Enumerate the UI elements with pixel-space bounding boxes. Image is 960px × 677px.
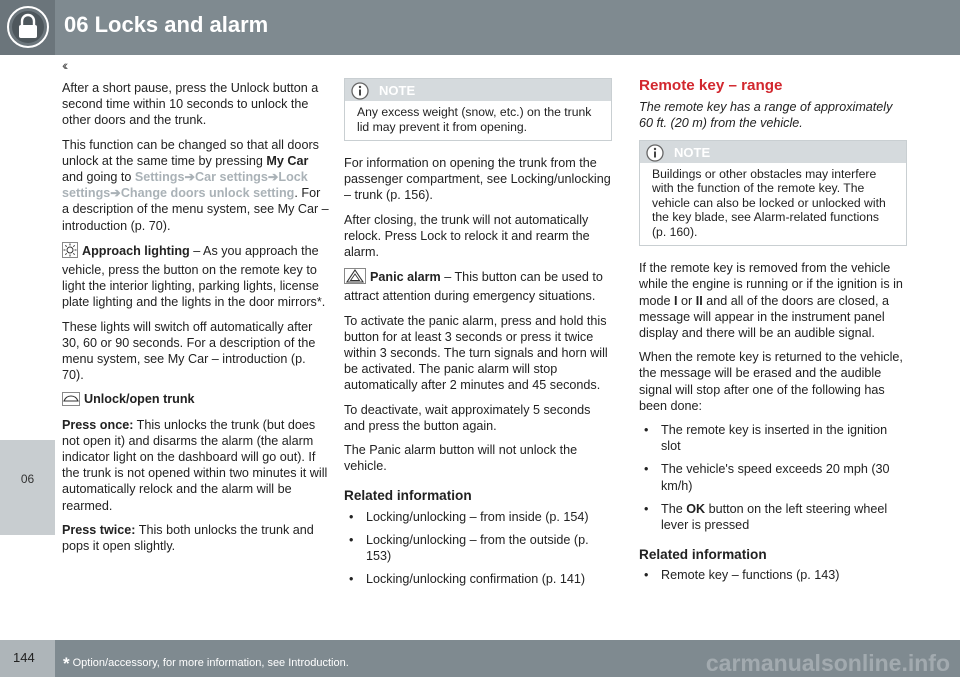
related-list: [639, 567, 907, 583]
mycar-label: My Car: [266, 153, 309, 168]
paragraph: This function can be changed so that all doors unlock at the same time by pressing My Car and going to Settings➔Car settings➔Lock settings➔Change doors unlock setting. For a description of the menu system, see My Car – introduction (p. 70).: [62, 137, 329, 233]
column-3: [639, 78, 907, 591]
menu-path: Settings➔Car settings➔Lock settings➔Change doors unlock setting: [62, 170, 308, 201]
related-list: [344, 509, 612, 588]
list-item: • The vehicle's speed exceeds 20 mph (30 km/h): [639, 461, 907, 493]
trunk-icon: [62, 392, 80, 410]
paragraph: For information on opening the trunk from the passenger compartment, see Locking/unlocking – trunk (p. 156).: [344, 156, 611, 203]
paragraph: These lights will switch off automatically after 30, 60 or 90 seconds. For a description of the menu system, see My Car – introduction (p. 70).: [62, 319, 316, 383]
footer-note: * Option/accessory, for more information, see Introduction.: [63, 654, 349, 673]
paragraph: The Panic alarm button will not unlock the vehicle.: [344, 443, 578, 474]
paragraph: Panic alarm – This button can be used to attract attention during emergency situations.: [344, 270, 603, 304]
lead-paragraph: The remote key has a range of approximately 60 ft. (20 m) from the vehicle.: [639, 100, 893, 131]
related-link[interactable]: • Locking/unlocking – from the outside (p. 153): [344, 532, 612, 564]
lightbulb-icon: [62, 242, 78, 262]
page-header: [0, 0, 960, 55]
paragraph: After a short pause, press the Unlock button a second time within 10 seconds to unlock the other doors and the trunk.: [62, 81, 319, 128]
column-1: [62, 80, 330, 562]
section-title: Remote key – range: [639, 77, 783, 94]
related-link[interactable]: • Locking/unlocking confirmation (p. 141): [344, 571, 612, 587]
note-header: [640, 141, 906, 163]
column-2: [344, 78, 612, 594]
note-label: NOTE: [674, 144, 711, 160]
info-icon: [646, 144, 664, 166]
lock-logo-icon: [0, 0, 55, 55]
related-heading: Related information: [639, 547, 767, 563]
sidebar: [0, 55, 55, 640]
paragraph: To deactivate, wait approximately 5 seconds and press the button again.: [344, 402, 591, 433]
note-box: [344, 78, 612, 141]
watermark: carmanualsonline.info: [705, 650, 950, 676]
paragraph: After closing, the trunk will not automatically relock. Press Lock to relock it and rearm the alarm.: [344, 212, 590, 260]
note-header: [345, 79, 611, 101]
back-link[interactable]: ‹‹: [62, 57, 66, 73]
chapter-tab-label: 06: [20, 472, 35, 486]
paragraph: If the remote key is removed from the vehicle while the engine is running or if the ignition is in mode I or II and all of the doors are closed, a message will appear in the instrument panel display and there will be an audible signal.: [639, 261, 903, 340]
info-icon: [351, 82, 369, 104]
note-text: Any excess weight (snow, etc.) on the trunk lid may prevent it from opening.: [357, 105, 592, 134]
page-number-box: [0, 640, 55, 677]
paragraph: Approach lighting – As you approach the vehicle, press the button on the remote key to light the interior lighting, parking lights, license plate lighting and the lights in the door mirrors*.: [62, 243, 326, 310]
panic-triangle-icon: [344, 268, 366, 288]
chapter-tab[interactable]: [0, 440, 55, 535]
paragraph: When the remote key is returned to the vehicle, the message will be erased and the audible signal will stop after one of the following has been done:: [639, 350, 903, 413]
paragraph: Press once: This unlocks the trunk (but does not open it) and disarms the alarm (the alarm indicator light on the dashboard will go out). If the trunk is not opened within two minutes it will automatically relock and the alarm will be rearmed.: [62, 417, 328, 513]
note-box: [639, 140, 907, 247]
page-number: 144: [13, 650, 35, 665]
related-heading: Related information: [344, 488, 472, 504]
related-link[interactable]: • Remote key – functions (p. 143): [639, 567, 907, 583]
related-link[interactable]: • Locking/unlocking – from inside (p. 154): [344, 509, 612, 525]
paragraph: To activate the panic alarm, press and hold this button for at least 3 seconds or press it twice within 3 seconds. The turn signals and horn will be activated. The panic alarm will stop automatically after 2 minutes and 45 seconds.: [344, 313, 608, 393]
list-item: • The OK button on the left steering wheel lever is pressed: [639, 501, 907, 533]
list-item: • The remote key is inserted in the ignition slot: [639, 422, 907, 454]
subheading: Unlock/open trunk: [62, 391, 330, 410]
page-title: 06 Locks and alarm: [64, 12, 269, 37]
note-text: Buildings or other obstacles may interfere with the function of the remote key. The vehicle can also be locked or unlocked with the key blade, see Alarm-related functions (p. 160).: [652, 166, 886, 239]
paragraph: Press twice: This both unlocks the trunk and pops it open slightly.: [62, 522, 314, 554]
condition-list: [639, 422, 907, 533]
note-label: NOTE: [379, 83, 416, 98]
